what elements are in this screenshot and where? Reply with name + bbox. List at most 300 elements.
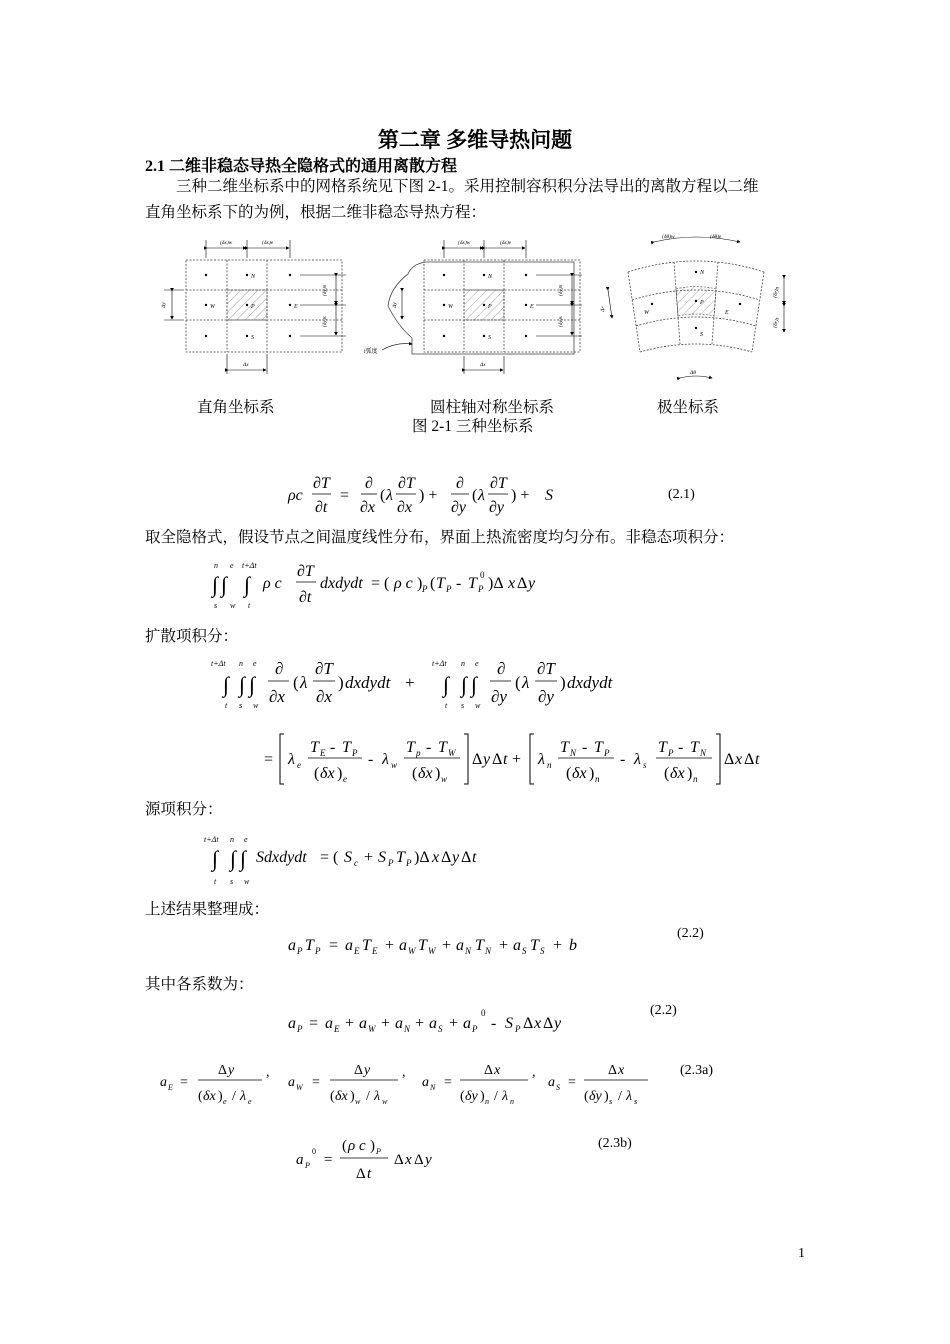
svg-text:λ: λ (634, 751, 641, 768)
svg-text:S: S (344, 849, 352, 866)
svg-text:∫: ∫ (443, 672, 450, 697)
svg-text:T: T (310, 739, 319, 756)
svg-text:t: t (755, 751, 760, 768)
svg-text:∂T: ∂T (398, 475, 415, 492)
svg-text:n: n (461, 659, 465, 668)
svg-text:Δ: Δ (441, 849, 452, 866)
svg-text:Δ: Δ (472, 751, 483, 768)
svg-text:Δ: Δ (543, 1015, 554, 1032)
svg-text:Δ: Δ (218, 1063, 228, 1078)
eq-number-2-2a: (2.2) (677, 926, 704, 941)
svg-text:∂y: ∂y (489, 499, 505, 516)
svg-text:e: e (223, 1097, 227, 1106)
svg-text:a: a (463, 1015, 471, 1032)
svg-text:λ: λ (300, 673, 308, 692)
svg-text:+: + (442, 937, 452, 954)
svg-text:(: ( (430, 575, 436, 592)
svg-text:∂x: ∂x (316, 687, 332, 706)
svg-text:s: s (634, 1097, 638, 1106)
svg-text:= (: = ( (320, 849, 339, 866)
svg-text:,: , (532, 1065, 536, 1080)
svg-text:=: = (180, 1075, 188, 1090)
svg-text:+: + (553, 937, 563, 954)
svg-text:=: = (324, 1152, 333, 1168)
svg-text:λ: λ (626, 1089, 633, 1104)
svg-text:a: a (288, 1015, 296, 1032)
svg-text:=: = (340, 487, 350, 504)
svg-text:-: - (426, 739, 432, 756)
svg-text:S: S (438, 1024, 443, 1034)
cyl-label-dx-w: (δx)w (458, 240, 471, 246)
svg-text:δx: δx (203, 1089, 216, 1104)
svg-text:+: + (512, 751, 522, 768)
svg-text:∂t: ∂t (315, 499, 328, 516)
svg-text:e: e (230, 561, 234, 570)
svg-text:P: P (376, 1147, 381, 1156)
eq-number-2-3b: (2.3b) (598, 1136, 632, 1151)
node-label-p: P (251, 304, 255, 310)
svg-text:s: s (230, 877, 234, 886)
svg-text:∂T: ∂T (313, 475, 330, 492)
svg-text:E: E (372, 946, 378, 956)
cyl-label-dy-n: (δy)n (558, 284, 564, 296)
svg-text:δx: δx (320, 765, 335, 782)
svg-text:T: T (468, 575, 477, 592)
svg-text:P: P (604, 748, 610, 758)
svg-text:δx: δx (572, 765, 587, 782)
svg-text:(: ( (293, 673, 299, 692)
svg-text:x: x (405, 1152, 412, 1168)
svg-text:P: P (305, 1161, 310, 1170)
svg-text:c: c (354, 858, 358, 868)
label-dx-w: (δx)w (220, 240, 233, 246)
svg-text:S: S (522, 946, 527, 956)
svg-text:λ: λ (288, 751, 295, 768)
svg-text:s: s (214, 601, 218, 610)
eq-number-2-1: (2.1) (668, 487, 695, 502)
svg-text:t+Δt: t+Δt (432, 659, 447, 668)
svg-text:a: a (160, 1075, 167, 1090)
svg-text:ρc: ρc (288, 487, 303, 504)
svg-text:(: ( (314, 765, 320, 782)
svg-text:w: w (441, 774, 448, 784)
svg-text:∫: ∫ (212, 572, 219, 597)
intro-line-1: 三种二维坐标系中的网格系统见下图 2-1。采用控制容积积分法导出的离散方程以二维 (176, 178, 759, 195)
svg-text:e: e (244, 835, 248, 844)
node-label-n: N (251, 274, 256, 280)
svg-text:w: w (253, 701, 259, 710)
svg-text:b: b (569, 937, 577, 954)
svg-text:T: T (438, 739, 447, 756)
svg-text:s: s (609, 1097, 613, 1106)
svg-text:P: P (406, 858, 412, 868)
svg-text:e: e (343, 774, 347, 784)
svg-text:)Δ: )Δ (414, 849, 430, 866)
svg-text:a: a (296, 1152, 304, 1168)
label-dx-e: (δx)e (262, 240, 274, 246)
svg-text:e: e (253, 659, 257, 668)
svg-text:T: T (396, 849, 405, 866)
svg-text:W: W (408, 946, 416, 956)
svg-text:,: , (402, 1065, 406, 1080)
svg-text:): ) (338, 673, 344, 692)
svg-text:) +: ) + (419, 487, 438, 504)
svg-text:∂T: ∂T (537, 659, 555, 678)
svg-text:N: N (430, 1083, 436, 1092)
polar-node-e: E (725, 310, 729, 316)
svg-text:p: p (416, 748, 421, 758)
svg-text:0: 0 (481, 1008, 486, 1018)
svg-text:(: ( (198, 1089, 203, 1104)
svg-text:-: - (620, 751, 626, 768)
svg-text:+: + (405, 673, 415, 692)
svg-text:N: N (700, 748, 707, 758)
svg-text:t: t (503, 751, 508, 768)
svg-text:=: = (312, 1075, 320, 1090)
svg-text:= (: = ( (371, 575, 390, 592)
svg-text:y: y (228, 1063, 235, 1078)
label-delta-r: Δr (600, 306, 607, 313)
svg-text:a: a (345, 937, 353, 954)
svg-text:n: n (239, 659, 243, 668)
intro-line-2: 直角坐标系下的为例，根据二维非稳态导热方程： (145, 204, 487, 221)
svg-text:w: w (382, 1097, 388, 1106)
svg-text:s: s (643, 760, 647, 770)
svg-text:t+Δt: t+Δt (242, 561, 257, 570)
svg-text:δy: δy (465, 1089, 478, 1104)
svg-text:∂x: ∂x (360, 499, 376, 516)
svg-text:=: = (309, 1015, 319, 1032)
svg-text:Sdxdydt: Sdxdydt (256, 849, 307, 866)
cyl-node-w: W (448, 304, 453, 310)
svg-text:λ: λ (502, 1089, 509, 1104)
polar-node-n: N (700, 270, 705, 276)
svg-text:∫: ∫ (221, 572, 228, 597)
svg-text:Δ: Δ (492, 751, 503, 768)
chapter-title: 第二章 多维导热问题 (377, 128, 573, 152)
svg-text:∂y: ∂y (538, 687, 554, 706)
svg-text:E: E (168, 1083, 173, 1092)
svg-text:T: T (594, 739, 603, 756)
svg-text:∂T: ∂T (315, 659, 333, 678)
svg-text:-: - (368, 751, 374, 768)
cyl-node-p: P (488, 304, 492, 310)
svg-text:δx: δx (670, 765, 685, 782)
svg-text:T: T (436, 575, 445, 592)
svg-text:a: a (288, 1075, 295, 1090)
svg-text:e: e (297, 760, 301, 770)
svg-text:): ) (589, 765, 595, 782)
svg-text:(: ( (472, 487, 478, 504)
svg-text:(: ( (460, 1089, 465, 1104)
svg-text:+: + (385, 937, 395, 954)
cyl-node-e: E (530, 304, 534, 310)
svg-text:t: t (472, 849, 477, 866)
cyl-label-delta-x: Δx (480, 362, 486, 368)
svg-text:P: P (472, 1024, 478, 1034)
svg-text:Δ: Δ (484, 1063, 494, 1078)
equation-ap (285, 1004, 605, 1040)
svg-text:λ: λ (374, 1089, 381, 1104)
equation-2-1 (285, 470, 585, 520)
label-arc: i弧度 (364, 349, 378, 355)
label-delta-theta: Δθ (690, 370, 696, 376)
equation-ap0 (292, 1128, 492, 1188)
svg-text:): ) (604, 1089, 609, 1104)
equation-source-integral (200, 828, 520, 888)
svg-text:(: ( (664, 765, 670, 782)
svg-text:y: y (364, 1063, 371, 1078)
svg-text:0: 0 (480, 570, 485, 580)
svg-text:T: T (690, 739, 699, 756)
svg-text:(: ( (380, 487, 386, 504)
svg-text:n: n (693, 774, 698, 784)
svg-text:n: n (214, 561, 218, 570)
svg-text:N: N (570, 748, 577, 758)
svg-text:x: x (534, 1015, 542, 1032)
svg-text:): ) (417, 575, 423, 592)
svg-text:x: x (432, 849, 440, 866)
svg-text:dxdydt: dxdydt (567, 673, 613, 692)
svg-text:): ) (480, 1089, 485, 1104)
svg-text:a: a (399, 937, 407, 954)
svg-text:) +: ) + (511, 487, 530, 504)
svg-text:∫: ∫ (461, 672, 468, 697)
svg-text:y: y (528, 575, 536, 592)
svg-text:T: T (418, 937, 427, 954)
svg-text:T: T (530, 937, 539, 954)
svg-text:): ) (337, 765, 343, 782)
svg-text:t: t (248, 601, 251, 610)
svg-text:a: a (325, 1015, 333, 1032)
node-label-w: W (210, 304, 215, 310)
svg-text:∫: ∫ (223, 672, 230, 697)
svg-text:a: a (359, 1015, 367, 1032)
svg-text:a: a (513, 937, 521, 954)
figure-coordinate-systems (150, 228, 810, 398)
svg-text:P: P (315, 946, 321, 956)
figure-caption: 图 2-1 三种坐标系 (412, 418, 534, 435)
svg-text:/: / (366, 1089, 370, 1104)
svg-text:-: - (582, 739, 588, 756)
svg-text:w: w (230, 601, 236, 610)
svg-text:∂x: ∂x (269, 687, 285, 706)
svg-text:x: x (735, 751, 743, 768)
svg-text:a: a (456, 937, 464, 954)
svg-text:δx: δx (418, 765, 433, 782)
svg-text:/: / (232, 1089, 236, 1104)
svg-text:t+Δt: t+Δt (204, 835, 219, 844)
svg-text:T: T (475, 937, 484, 954)
svg-text:): ) (435, 765, 441, 782)
svg-text:W: W (448, 748, 456, 758)
svg-text:∂T: ∂T (490, 475, 507, 492)
svg-text:a: a (422, 1075, 429, 1090)
equation-diffusion-integral (205, 652, 705, 714)
svg-text:-: - (456, 575, 462, 592)
text-coefficients: 其中各系数为： (145, 976, 254, 993)
svg-text:ρ c: ρ c (348, 1138, 366, 1154)
svg-text:ρ c: ρ c (394, 575, 413, 592)
page-number: 1 (798, 1246, 805, 1261)
svg-text:∫: ∫ (239, 672, 246, 697)
label-dy-n: (δy)n (322, 284, 328, 296)
svg-text:,: , (266, 1065, 270, 1080)
svg-text:y: y (554, 1015, 562, 1032)
label-dr-s: (δr)s (772, 316, 781, 329)
svg-text:N: N (404, 1024, 411, 1034)
polar-node-p: P (700, 300, 704, 306)
svg-text:Δ: Δ (414, 1152, 424, 1168)
svg-text:(: ( (566, 765, 572, 782)
svg-text:λ: λ (240, 1089, 247, 1104)
svg-text:): ) (560, 673, 566, 692)
svg-text:T: T (305, 937, 314, 954)
cyl-node-n: N (488, 274, 493, 280)
svg-text:∫: ∫ (244, 572, 251, 597)
svg-text:e: e (248, 1097, 252, 1106)
label-dtheta-w: (δθ)w (662, 234, 675, 240)
svg-text:P: P (478, 584, 484, 594)
svg-text:s: s (461, 701, 465, 710)
svg-text:Δ: Δ (394, 1152, 404, 1168)
svg-text:P: P (297, 946, 303, 956)
svg-text:): ) (370, 1138, 375, 1154)
text-source: 源项积分： (145, 801, 223, 818)
svg-text:t+Δt: t+Δt (211, 659, 226, 668)
cartesian-grid-panel (161, 239, 346, 374)
svg-text:(: ( (330, 1089, 335, 1104)
svg-text:∫: ∫ (249, 672, 256, 697)
svg-text:T: T (362, 937, 371, 954)
svg-text:a: a (429, 1015, 437, 1032)
text-implicit-scheme: 取全隐格式，假设节点之间温度线性分布，界面上热流密度均匀分布。非稳态项积分： (145, 529, 735, 546)
svg-text:∂y: ∂y (491, 687, 507, 706)
svg-text:∂y: ∂y (451, 499, 467, 516)
svg-text:δy: δy (589, 1089, 602, 1104)
svg-text:w: w (391, 760, 398, 770)
svg-text:a: a (395, 1015, 403, 1032)
cyl-label-dx-e: (δx)e (500, 240, 512, 246)
svg-text:P: P (352, 748, 358, 758)
svg-text:y: y (425, 1152, 432, 1168)
svg-text:T: T (342, 739, 351, 756)
svg-text:-: - (678, 739, 684, 756)
svg-text:n: n (595, 774, 600, 784)
label-dr-n: (δr)n (772, 286, 781, 299)
label-delta-x: Δx (243, 362, 249, 368)
svg-text:n: n (485, 1097, 489, 1106)
label-dy-s: (δy)s (322, 316, 328, 327)
cylindrical-grid-panel (364, 239, 582, 374)
svg-text:P: P (388, 858, 394, 868)
svg-text:T: T (560, 739, 569, 756)
svg-text:E: E (320, 748, 326, 758)
svg-text:E: E (334, 1024, 340, 1034)
svg-text:=: = (329, 937, 339, 954)
svg-text:∫: ∫ (230, 846, 237, 871)
svg-text:T: T (406, 739, 415, 756)
svg-text:Δ: Δ (523, 1015, 534, 1032)
svg-text:+: + (415, 1015, 425, 1032)
text-arrange: 上述结果整理成： (145, 901, 270, 918)
equation-neighbor-coefficients (158, 1058, 668, 1110)
svg-text:): ) (687, 765, 693, 782)
svg-text:∂: ∂ (456, 475, 464, 492)
svg-text:∂t: ∂t (299, 589, 312, 606)
eq-number-2-2b: (2.2) (650, 1003, 677, 1018)
svg-text:x: x (618, 1063, 625, 1078)
svg-text:S: S (556, 1083, 560, 1092)
svg-text:y: y (452, 849, 460, 866)
text-diffusion: 扩散项积分： (145, 628, 239, 645)
svg-text:S: S (378, 849, 386, 866)
svg-text:a: a (288, 937, 296, 954)
svg-text:=: = (568, 1075, 576, 1090)
cyl-label-dy-s: (δy)s (558, 316, 564, 327)
svg-text:Δ: Δ (744, 751, 755, 768)
eq-number-2-3a: (2.3a) (680, 1063, 714, 1078)
svg-text:x: x (494, 1063, 501, 1078)
svg-text:+: + (345, 1015, 355, 1032)
label-polar: 极坐标系 (657, 399, 720, 416)
svg-text:P: P (297, 1024, 303, 1034)
svg-text:T: T (658, 739, 667, 756)
svg-text:): ) (350, 1089, 355, 1104)
svg-text:P: P (668, 748, 674, 758)
svg-text:/: / (618, 1089, 622, 1104)
polar-grid-panel (600, 233, 784, 378)
svg-text:∂: ∂ (275, 659, 284, 678)
svg-text:w: w (475, 701, 481, 710)
svg-text:t: t (445, 701, 448, 710)
svg-text:ρ c: ρ c (263, 575, 282, 592)
svg-text:+: + (449, 1015, 459, 1032)
svg-text:w: w (355, 1097, 361, 1106)
svg-text:N: N (465, 946, 472, 956)
cyl-label-delta-y: Δy (392, 302, 398, 308)
svg-text:∂T: ∂T (297, 563, 314, 580)
svg-text:Δ: Δ (608, 1063, 618, 1078)
svg-text:S: S (505, 1015, 513, 1032)
svg-text:): ) (218, 1089, 223, 1104)
svg-text:Δ: Δ (356, 1166, 366, 1182)
svg-text:λ: λ (386, 487, 393, 504)
svg-text:W: W (428, 946, 436, 956)
svg-text:Δ: Δ (517, 575, 528, 592)
svg-text:λ: λ (478, 487, 485, 504)
equation-diffusion-result (262, 728, 782, 790)
svg-text:+: + (364, 849, 374, 866)
svg-text:e: e (475, 659, 479, 668)
equation-transient-integral (210, 558, 590, 614)
svg-text:n: n (230, 835, 234, 844)
label-cylindrical: 圆柱轴对称坐标系 (430, 399, 555, 416)
svg-text:t: t (225, 701, 228, 710)
svg-text:0: 0 (312, 1147, 316, 1156)
svg-text:(: ( (584, 1089, 589, 1104)
label-cartesian: 直角坐标系 (197, 399, 275, 416)
svg-text:W: W (368, 1024, 376, 1034)
svg-text:λ: λ (522, 673, 530, 692)
svg-text:(: ( (515, 673, 521, 692)
polar-node-s: S (700, 332, 703, 338)
svg-text:)Δ: )Δ (488, 575, 504, 592)
svg-text:t: t (367, 1166, 372, 1182)
svg-text:w: w (244, 877, 250, 886)
svg-text:Δ: Δ (354, 1063, 364, 1078)
polar-node-w: W (644, 310, 649, 316)
